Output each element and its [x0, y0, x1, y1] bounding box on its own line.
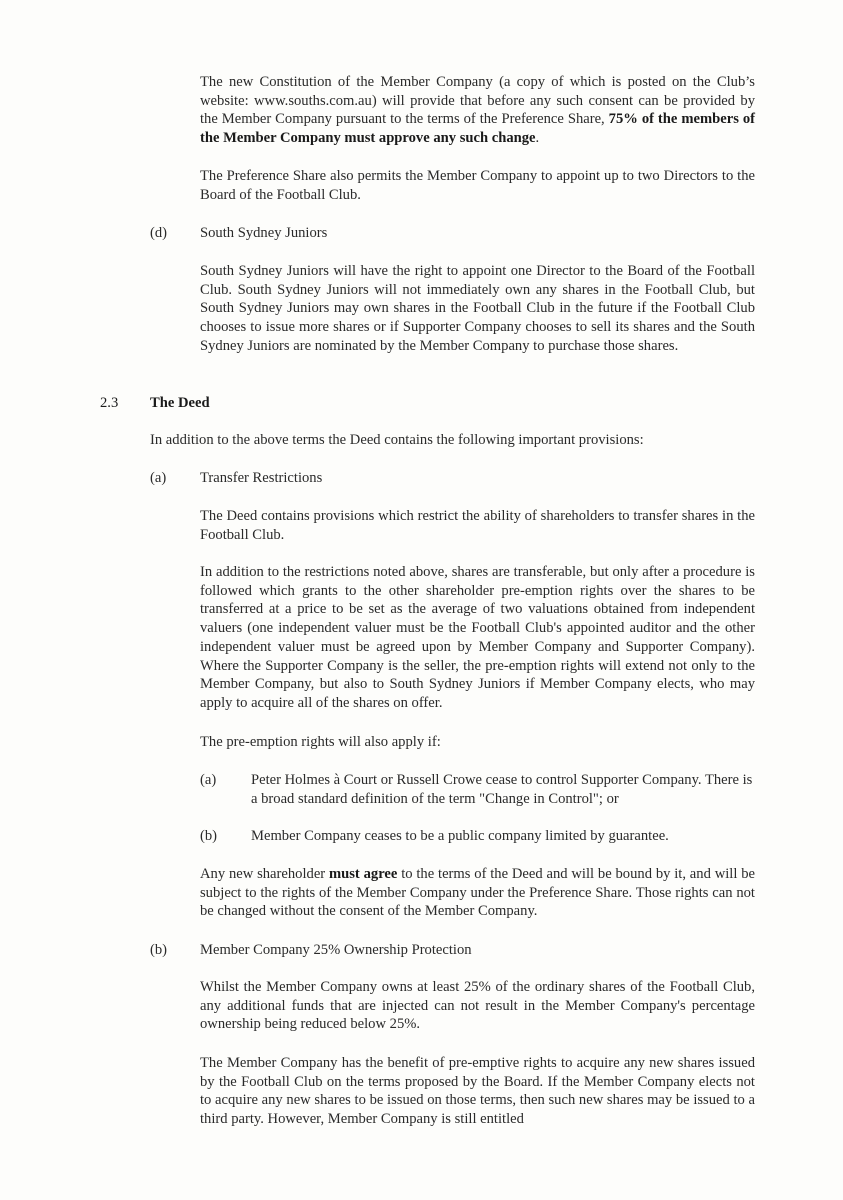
- new-shareholder-text: Any new shareholder: [200, 866, 329, 882]
- constitution-text-end: .: [535, 130, 540, 147]
- item-a-paragraph-4: [200, 865, 755, 921]
- item-b-label: (b): [150, 942, 168, 958]
- item-d-paragraph: South Sydney Juniors will have the right to appoint one Director to the Board of the Football Club. South Sydney Juniors will not immediately own any shares in the Football Club, but South Sydney Juniors may own shares in the Football Club in the future if the Football Club chooses to issue more shares or if Supporter Company chooses to sell its shares and the South Sydney Juniors are nominated by the Member Company to purchase those shares.: [200, 263, 755, 354]
- item-d-label: (d): [150, 225, 168, 241]
- item-a-label: (a): [150, 470, 167, 486]
- constitution-bold-text: 75% of the members of the Member Company must approve any such change: [200, 111, 755, 147]
- sub-item-a-label: (a): [200, 772, 217, 788]
- sub-item-a-text: Peter Holmes à Court or Russell Crowe cease to control Supporter Company. There is a broad standard definition of the term "Change in Control"; or: [251, 772, 753, 807]
- section-number: 2.3: [100, 395, 119, 411]
- item-a-paragraph-3: The pre-emption rights will also apply if:: [200, 734, 441, 750]
- section-title: The Deed: [150, 395, 210, 411]
- sub-item-b-text: Member Company ceases to be a public company limited by guarantee.: [251, 828, 669, 844]
- section-intro: In addition to the above terms the Deed contains the following important provisions:: [150, 432, 644, 448]
- item-b-paragraph-2: The Member Company has the benefit of pre-emptive rights to acquire any new shares issued by the Football Club on the terms proposed by the Board. If the Member Company elects not to acquire any new shares to be issued on those terms, then such new shares may be issued to a third party. However, Member Company is still entitled: [200, 1055, 755, 1128]
- item-a-paragraph-2: In addition to the restrictions noted above, shares are transferable, but only after a procedure is followed which grants to the other shareholder pre-emption rights over the shares to be transferred at a price to be set as the average of two valuations obtained from independent valuers (one independent valuer must be the Football Club's appointed auditor and the other independent valuer must be agreed upon by Member Company and Supporter Company). Where the Supporter Company is the seller, the pre-emption rights will extend not only to the Member Company, but also to South Sydney Juniors if Member Company elects, who may apply to acquire all of the shares on offer.: [200, 564, 755, 711]
- item-d-title: South Sydney Juniors: [200, 225, 328, 241]
- constitution-text: The new Constitution of the Member Company (a copy of which is posted on the Club’s website: www.souths.com.au) will provide that before any such consent can be provided by the Member Company pursuant to the terms of the Preference Share,: [200, 74, 755, 128]
- sub-item-b-label: (b): [200, 828, 218, 844]
- preference-directors-paragraph: The Preference Share also permits the Member Company to appoint up to two Directors to the Board of the Football Club.: [200, 168, 755, 203]
- must-agree-bold: must agree: [328, 866, 398, 882]
- item-b-paragraph-1: Whilst the Member Company owns at least 25% of the ordinary shares of the Football Club, any additional funds that are injected can not result in the Member Company's percentage ownership being reduced below 25%.: [200, 979, 755, 1033]
- item-a-paragraph-1: The Deed contains provisions which restrict the ability of shareholders to transfer shares in the Football Club.: [200, 508, 755, 543]
- new-shareholder-text-end: to the terms of the Deed and will be bound by it, and will be subject to the rights of the Member Company under the Preference Share. Those rights can not be changed without the consent of the Member Company.: [200, 866, 755, 920]
- item-a-title: Transfer Restrictions: [200, 470, 323, 486]
- item-b-title: Member Company 25% Ownership Protection: [200, 942, 472, 958]
- constitution-paragraph: [200, 73, 755, 148]
